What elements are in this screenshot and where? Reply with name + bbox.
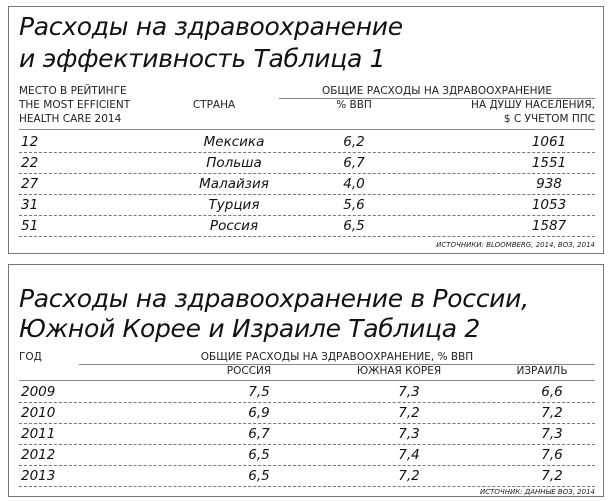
year-cell: 2011 [21, 426, 56, 442]
country-cell: Турция [208, 197, 260, 213]
per-capita-cell: 1587 [531, 218, 567, 234]
country-cell: Мексика [203, 134, 265, 150]
rank-cell: 22 [21, 155, 39, 171]
year-cell: 2009 [21, 384, 56, 400]
south-korea-cell: 7,2 [398, 468, 420, 484]
south-korea-cell: 7,4 [398, 447, 420, 463]
table-row [19, 382, 595, 403]
israel-cell: 7,3 [541, 426, 563, 442]
year-cell: 2010 [21, 405, 56, 421]
header-total-spending: ОБЩИЕ РАСХОДЫ НА ЗДРАВООХРАНЕНИЕ [321, 85, 553, 97]
header-russia: РОССИЯ [226, 365, 272, 377]
per-capita-cell: 1053 [531, 197, 567, 213]
rank-cell: 31 [21, 197, 39, 213]
header-per-capita-line-1: НА ДУШУ НАСЕЛЕНИЯ, [471, 99, 595, 111]
table-row [19, 424, 595, 445]
table-row [19, 153, 595, 174]
south-korea-cell: 7,2 [398, 405, 420, 421]
per-capita-cell: 938 [536, 176, 562, 192]
table-row [19, 403, 595, 424]
header-total-spending-gdp: ОБЩИЕ РАСХОДЫ НА ЗДРАВООХРАНЕНИЕ, % ВВП [200, 351, 474, 363]
israel-cell: 7,6 [541, 447, 563, 463]
table-row [19, 174, 595, 195]
table-1-title-line-2: и эффективность Таблица 1 [19, 44, 386, 73]
israel-cell: 7,2 [541, 405, 563, 421]
header-rank-line-2: THE MOST EFFICIENT [19, 99, 131, 111]
per-capita-cell: 1061 [531, 134, 567, 150]
source-note: ИСТОЧНИК: ДАННЫЕ ВОЗ, 2014 [480, 488, 595, 496]
header-divider [19, 380, 595, 381]
russia-cell: 6,9 [248, 405, 270, 421]
per-capita-cell: 1551 [531, 155, 567, 171]
table-row [19, 216, 595, 237]
table-1 [8, 6, 604, 254]
header-israel: ИЗРАИЛЬ [516, 365, 568, 377]
header-divider [19, 129, 595, 130]
table-row [19, 466, 595, 487]
russia-cell: 6,7 [248, 426, 270, 442]
source-note: ИСТОЧНИКИ: BLOOMBERG, 2014, ВОЗ, 2014 [436, 241, 595, 249]
table-row [19, 445, 595, 466]
header-year: ГОД [19, 351, 42, 363]
russia-cell: 6,5 [248, 447, 270, 463]
gdp-cell: 5,6 [343, 197, 365, 213]
table-2-title-line-2: Южной Корее и Израиле Таблица 2 [19, 314, 481, 343]
gdp-cell: 6,7 [343, 155, 365, 171]
rank-cell: 51 [21, 218, 39, 234]
header-per-capita-line-2: $ С УЧЕТОМ ППС [503, 113, 595, 125]
rank-cell: 12 [21, 134, 39, 150]
table-2 [8, 264, 604, 497]
gdp-cell: 6,5 [343, 218, 365, 234]
country-cell: Россия [209, 218, 259, 234]
table-row [19, 132, 595, 153]
country-cell: Польша [206, 155, 262, 171]
russia-cell: 7,5 [248, 384, 270, 400]
country-cell: Малайзия [199, 176, 269, 192]
israel-cell: 6,6 [541, 384, 563, 400]
israel-cell: 7,2 [541, 468, 563, 484]
header-south-korea: ЮЖНАЯ КОРЕЯ [356, 365, 442, 377]
gdp-cell: 6,2 [343, 134, 365, 150]
gdp-cell: 4,0 [343, 176, 365, 192]
header-rank-line-3: HEALTH CARE 2014 [19, 113, 122, 125]
table-2-title-line-1: Расходы на здравоохранение в России, [19, 284, 529, 313]
year-cell: 2013 [21, 468, 56, 484]
year-cell: 2012 [21, 447, 56, 463]
header-country: СТРАНА [192, 99, 236, 111]
south-korea-cell: 7,3 [398, 426, 420, 442]
header-gdp-share: % ВВП [336, 99, 372, 111]
header-rank-line-1: МЕСТО В РЕЙТИНГЕ [19, 85, 127, 97]
table-row [19, 195, 595, 216]
table-1-title-line-1: Расходы на здравоохранение [19, 12, 403, 41]
russia-cell: 6,5 [248, 468, 270, 484]
rank-cell: 27 [21, 176, 39, 192]
south-korea-cell: 7,3 [398, 384, 420, 400]
